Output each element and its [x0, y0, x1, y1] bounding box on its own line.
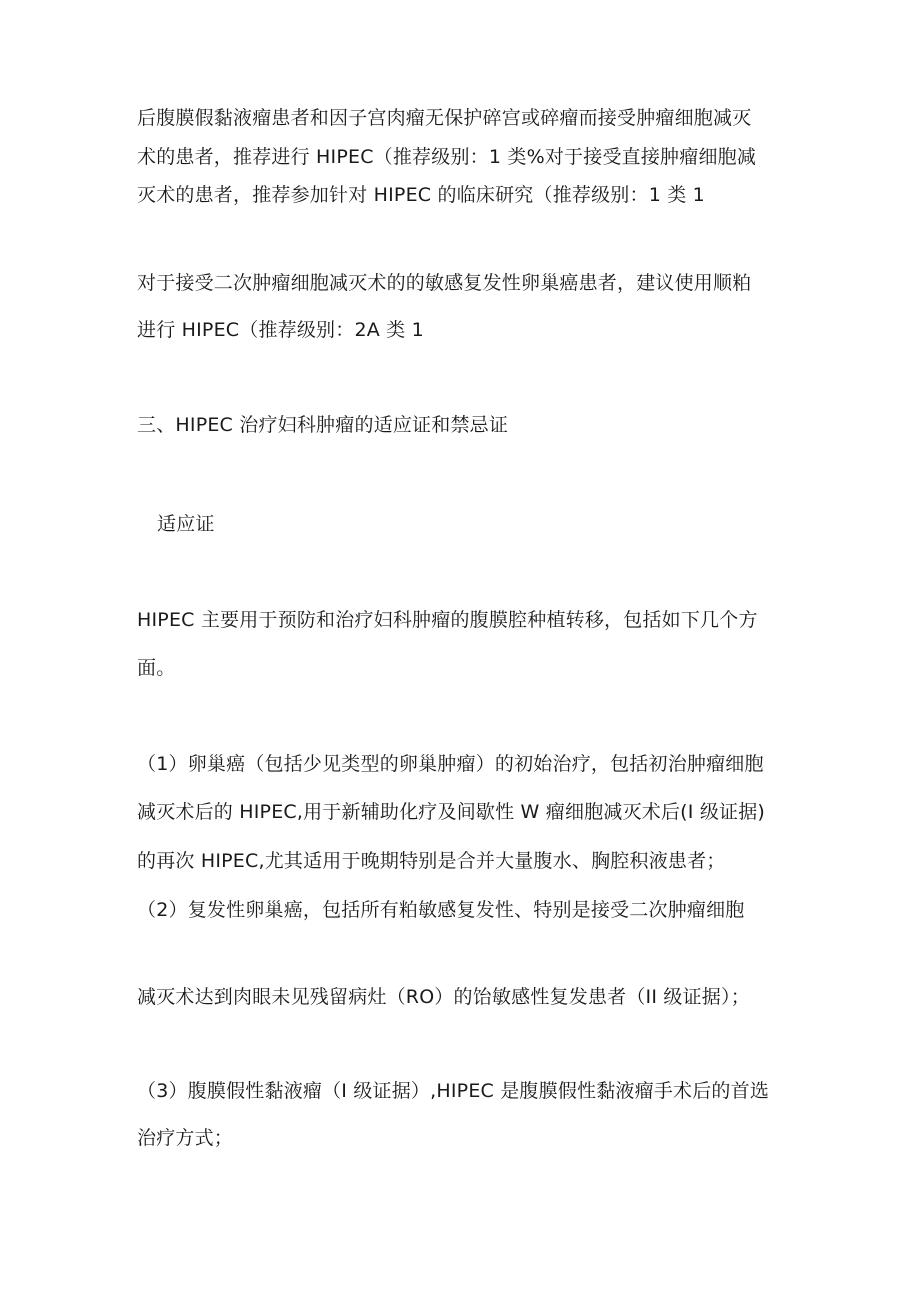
list-item-1-line-3: 的再次 HIPEC,尤其适用于晚期特别是合并大量腹水、胸腔积液患者；: [137, 850, 726, 872]
list-item-2-line-1: （2）复发性卵巢癌，包括所有粕敏感复发性、特别是接受二次肿瘤细胞: [137, 899, 745, 921]
section-heading: 三、HIPEC 治疗妇科肿瘤的适应证和禁忌证: [137, 414, 509, 436]
list-item-2-line-2: 减灭术达到肉眼未见残留病灶（RO）的饴敏感性复发患者（II 级证据）；: [137, 986, 750, 1008]
list-item-1-line-2: 减灭术后的 HIPEC,用于新辅助化疗及间歇性 W 瘤细胞减灭术后(I 级证据): [137, 801, 766, 823]
list-item-3-line-1: （3）腹膜假性黏液瘤（I 级证据）,HIPEC 是腹膜假性黏液瘤手术后的首选: [137, 1080, 770, 1102]
paragraph-1-line-1: 后腹膜假黏液瘤患者和因子宫肉瘤无保护碎宫或碎瘤而接受肿瘤细胞减灭: [137, 107, 752, 129]
paragraph-3-line-2: 面。: [137, 657, 176, 679]
paragraph-1-line-2: 术的患者，推荐进行 HIPEC（推荐级别：1 类%对于接受直接肿瘤细胞减: [137, 146, 757, 168]
paragraph-2-line-2: 进行 HIPEC（推荐级别：2A 类 1: [137, 319, 424, 341]
paragraph-3-line-1: HIPEC 主要用于预防和治疗妇科肿瘤的腹膜腔种植转移，包括如下几个方: [137, 609, 758, 631]
list-item-1-line-1: （1）卵巢癌（包括少见类型的卵巢肿瘤）的初始治疗，包括初治肿瘤细胞: [137, 753, 764, 775]
subheading: 适应证: [157, 513, 215, 535]
paragraph-1-line-3: 灭术的患者，推荐参加针对 HIPEC 的临床研究（推荐级别：1 类 1: [137, 184, 705, 206]
list-item-3-line-2: 治疗方式；: [137, 1127, 234, 1149]
paragraph-2-line-1: 对于接受二次肿瘤细胞减灭术的的敏感复发性卵巢癌患者，建议使用顺粕: [137, 272, 752, 294]
